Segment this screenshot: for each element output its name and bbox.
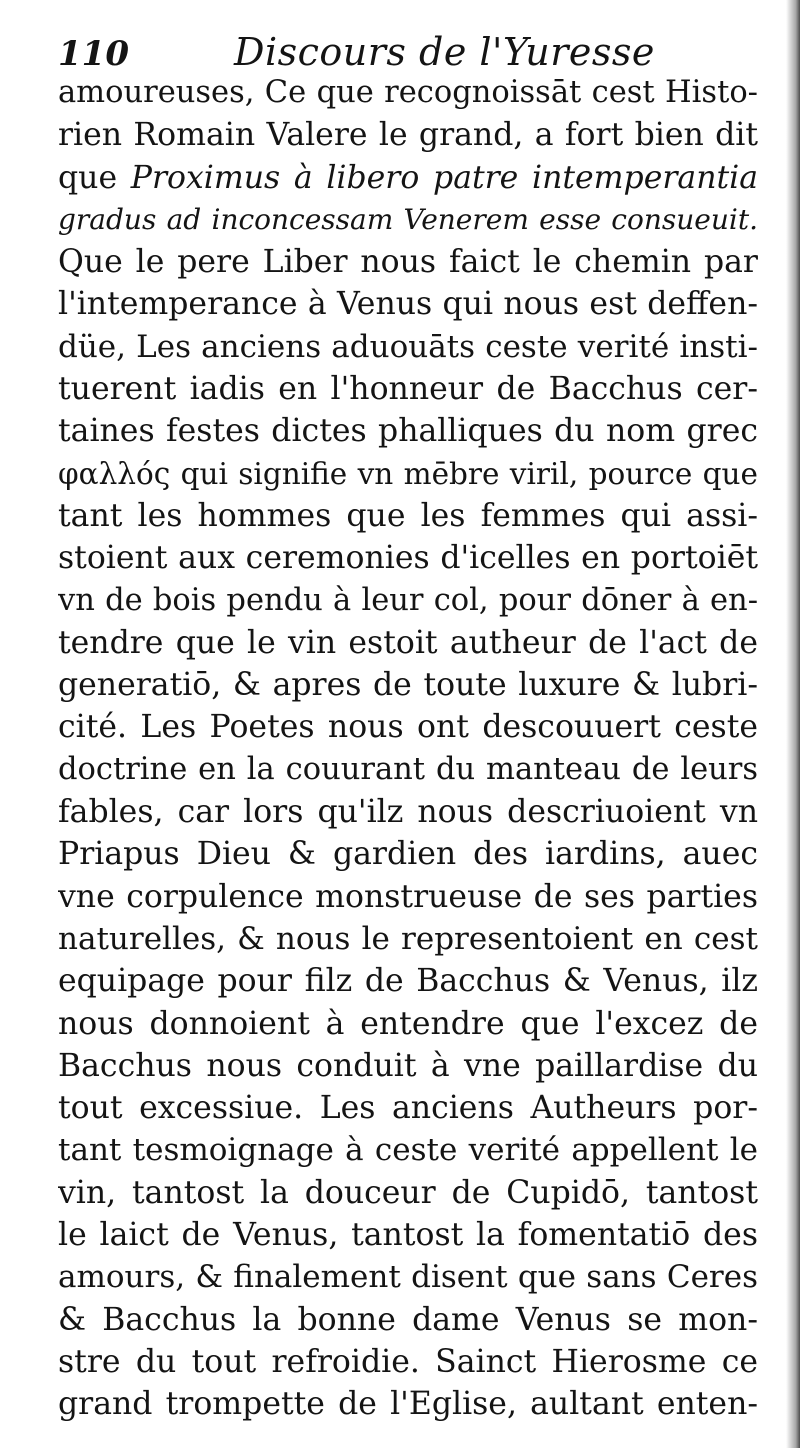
text-line: tuerent iadis en l'honneur de Bacchus cer- <box>58 371 758 408</box>
text-line: düe, Les anciens aduouāts ceste verité insti- <box>58 328 758 365</box>
text-line: doctrine en la couurant du manteau de leurs <box>58 751 758 787</box>
text-line: tout excessiue. Les anciens Autheurs por- <box>58 1090 758 1127</box>
text-line: Priapus Dieu & gardien des iardins, auec <box>58 836 758 873</box>
text-line: stre du tout refroidie. Sainct Hierosme ce <box>58 1343 758 1380</box>
text-line: Bacchus nous conduit à vne paillardise du <box>58 1047 758 1084</box>
text-line: amours, & finalement disent que sans Ceres <box>58 1259 758 1296</box>
text-line: taines festes dictes phalliques du nom grec <box>58 413 758 450</box>
text-line: stoient aux ceremonies d'icelles en portoiēt <box>58 540 758 577</box>
text-line: tant les hommes que les femmes qui assi- <box>58 497 758 534</box>
text-line: cité. Les Poetes nous ont descouuert ceste <box>58 709 758 746</box>
text-line: φαλλός qui signifie vn mēbre viril, pource que <box>58 456 758 491</box>
text-line: generatiō, & apres de toute luxure & lubri- <box>58 667 758 704</box>
text-line: tendre que le vin estoit autheur de l'act de <box>58 624 758 661</box>
text-line-latin-quote: gradus ad inconcessam Venerem esse consueuit. <box>58 202 758 236</box>
text-line: l'intemperance à Venus qui nous est deffen- <box>58 286 758 323</box>
page-number: 110 <box>58 34 129 74</box>
text-line: fables, car lors qu'ilz nous descriuoient vn <box>58 794 758 831</box>
text-line: Que le pere Liber nous faict le chemin par <box>58 244 758 281</box>
text-line: vne corpulence monstrueuse de ses parties <box>58 878 758 915</box>
text-line: amoureuses, Ce que recognoissāt cest Histo- <box>58 75 758 110</box>
running-title: Discours de l'Yuresse <box>234 30 655 74</box>
text-line: le laict de Venus, tantost la fomentatiō des <box>58 1217 758 1254</box>
page-edge-shadow <box>786 0 800 1448</box>
text-line: rien Romain Valere le grand, a fort bien dit <box>58 117 758 154</box>
text-line: nous donnoient à entendre que l'excez de <box>58 1005 758 1042</box>
text-line: equipage pour filz de Bacchus & Venus, ilz <box>58 963 758 1000</box>
text-line: grand trompette de l'Eglise, aultant enten- <box>58 1386 758 1423</box>
text-line: vn de bois pendu à leur col, pour dōner à en- <box>58 582 758 618</box>
text-line: tant tesmoignage à ceste verité appellent le <box>58 1132 758 1169</box>
text-line: vin, tantost la douceur de Cupidō, tantost <box>58 1174 758 1211</box>
text-line: & Bacchus la bonne dame Venus se mon- <box>58 1301 758 1338</box>
body-text <box>58 72 758 1426</box>
text-line: que Proximus à libero patre intemperantia <box>58 159 758 196</box>
text-line: naturelles, & nous le representoient en cest <box>58 920 758 957</box>
